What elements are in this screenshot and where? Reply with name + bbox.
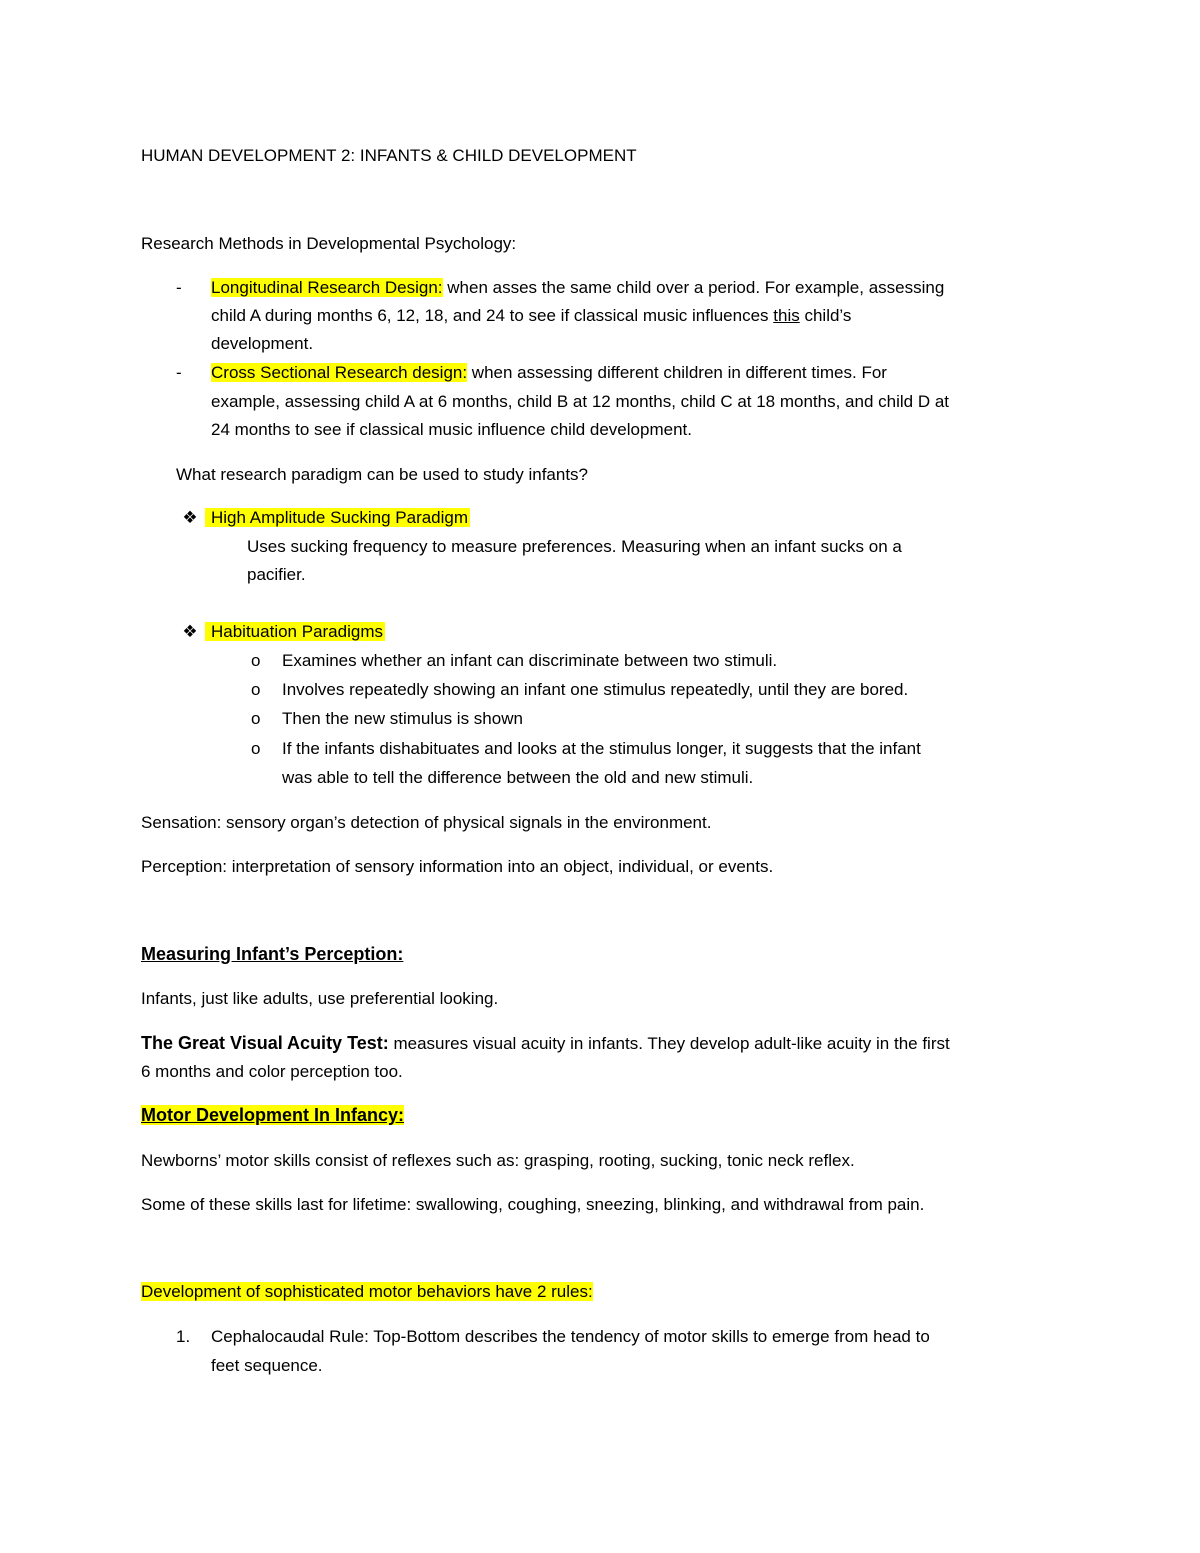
motor-heading-line <box>141 1103 404 1128</box>
diamond-bullet-icon: ❖ <box>182 622 198 641</box>
acuity-test-line-1 <box>141 1031 950 1056</box>
high-amplitude-heading <box>211 506 470 530</box>
dash-bullet: - <box>176 363 182 382</box>
habituation-name: Habituation Paradigms <box>205 622 385 641</box>
paradigm-question: What research paradigm can be used to study infants? <box>176 465 589 484</box>
longitudinal-desc-underlined: this <box>773 306 800 325</box>
acuity-test-desc-1: measures visual acuity in infants. They develop adult-like acuity in the first <box>388 1034 950 1053</box>
habituation-point-4: If the infants dishabituates and looks at the stimulus longer, it suggests that the infant <box>282 739 921 758</box>
document-title: HUMAN DEVELOPMENT 2: INFANTS & CHILD DEVELOPMENT <box>141 146 637 165</box>
cross-sectional-item-line-2: example, assessing child A at 6 months, child B at 12 months, child C at 18 months, and child D at <box>211 392 950 411</box>
rules-heading: Development of sophisticated motor behaviors have 2 rules: <box>141 1282 593 1301</box>
dash-bullet: - <box>176 278 182 297</box>
cross-sectional-item-line-1 <box>211 361 887 385</box>
high-amplitude-desc-1: Uses sucking frequency to measure preferences. Measuring when an infant sucks on a <box>247 537 902 556</box>
cross-sectional-item-line-3: 24 months to see if classical music influence child development. <box>211 420 692 439</box>
measuring-heading: Measuring Infant’s Perception: <box>141 944 404 964</box>
longitudinal-desc-2a: child A during months 6, 12, 18, and 24 to see if classical music influences <box>211 306 774 325</box>
habituation-point-4-cont: was able to tell the difference between the old and new stimuli. <box>282 768 754 787</box>
sensation-definition: Sensation: sensory organ’s detection of physical signals in the environment. <box>141 813 712 832</box>
circle-bullet: o <box>251 680 261 699</box>
habituation-point-2: Involves repeatedly showing an infant one stimulus repeatedly, until they are bored. <box>282 680 909 699</box>
longitudinal-desc-1: when asses the same child over a period. For example, assessing <box>442 278 945 297</box>
longitudinal-desc-2b: child’s <box>799 306 852 325</box>
circle-bullet: o <box>251 739 261 758</box>
cross-sectional-term: Cross Sectional Research design: <box>211 363 468 382</box>
lifetime-text: Some of these skills last for lifetime: swallowing, coughing, sneezing, blinking, and withdrawal from pain. <box>141 1195 925 1214</box>
diamond-bullet-icon: ❖ <box>182 508 198 527</box>
longitudinal-item-line-3: development. <box>211 334 314 353</box>
rules-heading-line <box>141 1280 593 1304</box>
cross-sectional-desc-1: when assessing different children in different times. For <box>467 363 887 382</box>
research-methods-heading: Research Methods in Developmental Psychology: <box>141 234 517 253</box>
longitudinal-item-line-1 <box>211 276 944 300</box>
perception-definition: Perception: interpretation of sensory information into an object, individual, or events. <box>141 857 774 876</box>
measuring-text: Infants, just like adults, use preferential looking. <box>141 989 499 1008</box>
acuity-test-line-2: 6 months and color perception too. <box>141 1062 403 1081</box>
habituation-point-1: Examines whether an infant can discriminate between two stimuli. <box>282 651 778 670</box>
rule-1-line-2: feet sequence. <box>211 1356 323 1375</box>
high-amplitude-name: High Amplitude Sucking Paradigm <box>205 508 470 527</box>
habituation-heading <box>211 620 385 644</box>
longitudinal-term: Longitudinal Research Design: <box>211 278 443 297</box>
acuity-test-term: The Great Visual Acuity Test: <box>141 1033 389 1053</box>
newborns-text: Newborns’ motor skills consist of reflexes such as: grasping, rooting, sucking, tonic neck reflex. <box>141 1151 855 1170</box>
longitudinal-item-line-2 <box>211 304 851 328</box>
high-amplitude-desc-2: pacifier. <box>247 565 306 584</box>
habituation-point-3: Then the new stimulus is shown <box>282 709 523 728</box>
motor-heading: Motor Development In Infancy: <box>141 1105 405 1125</box>
rule-1-line-1: Cephalocaudal Rule: Top-Bottom describes the tendency of motor skills to emerge from head to <box>211 1327 930 1346</box>
rule-number: 1. <box>176 1327 191 1346</box>
circle-bullet: o <box>251 709 261 728</box>
circle-bullet: o <box>251 651 261 670</box>
